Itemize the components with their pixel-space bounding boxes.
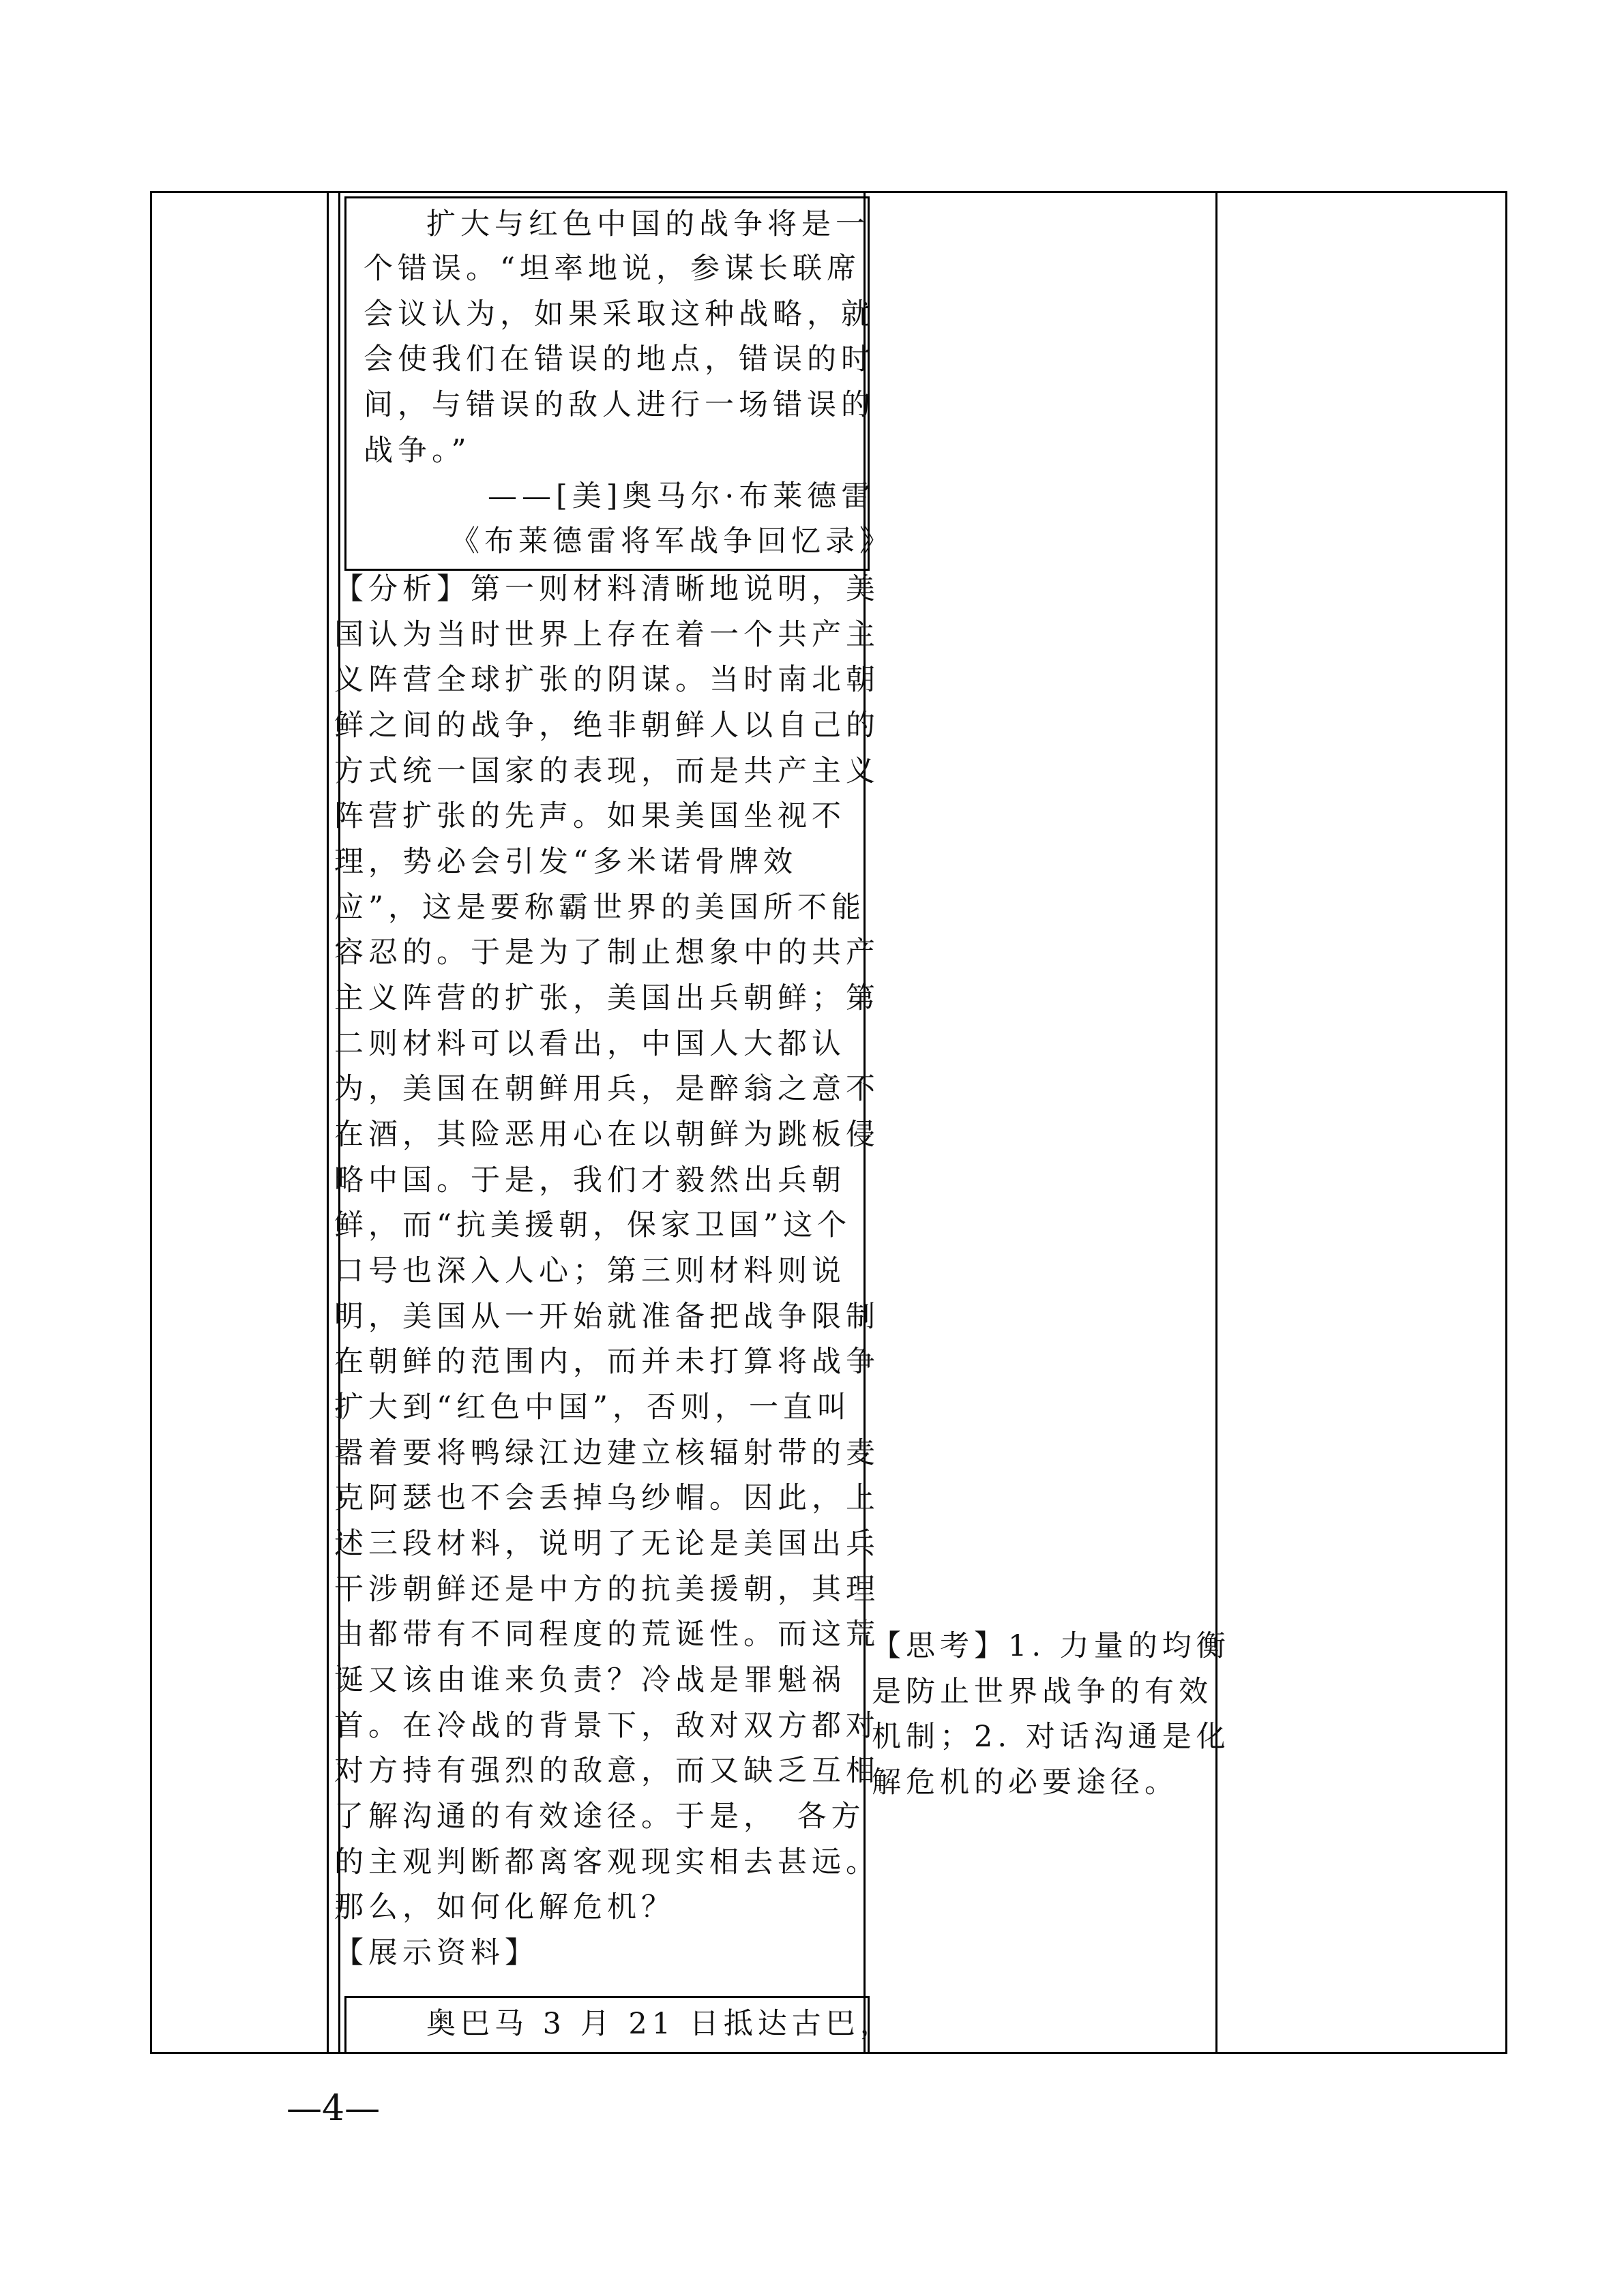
- analysis-line: 为，美国在朝鲜用兵，是醉翁之意不: [334, 1072, 880, 1106]
- thinking-line: 是防止世界战争的有效: [872, 1675, 1213, 1709]
- analysis-line: 国认为当时世界上存在着一个共产主: [334, 618, 880, 652]
- analysis-line: 口号也深入人心；第三则材料则说: [334, 1254, 846, 1288]
- analysis-line: 那么，如何化解危机？: [334, 1890, 675, 1924]
- analysis-line: 二则材料可以看出，中国人大都认: [334, 1027, 846, 1061]
- analysis-line: 嚣着要将鸭绿江边建立核辐射带的麦: [334, 1436, 880, 1470]
- analysis-line: 述三段材料，说明了无论是美国出兵: [334, 1527, 880, 1561]
- thinking-line: 解危机的必要途径。: [872, 1765, 1179, 1800]
- quote-line: 间，与错误的敌人进行一场错误的: [364, 388, 875, 422]
- analysis-line: 由都带有不同程度的荒诞性。而这荒: [334, 1617, 880, 1652]
- column-divider-3: [1215, 193, 1217, 2052]
- analysis-line: 方式统一国家的表现，而是共产主义: [334, 754, 880, 788]
- analysis-line: 明，美国从一开始就准备把战争限制: [334, 1300, 880, 1334]
- quote-line: 会使我们在错误的地点，错误的时: [364, 342, 875, 376]
- quote-line: 扩大与红色中国的战争将是一: [426, 207, 870, 241]
- analysis-line: 干涉朝鲜还是中方的抗美援朝，其理: [334, 1572, 880, 1607]
- thinking-line: 【思考】1. 力量的均衡: [872, 1629, 1230, 1663]
- analysis-line: 【分析】第一则材料清晰地说明，美: [334, 572, 880, 606]
- quote-attribution-author: ——[美]奥马尔·布莱德雷: [488, 479, 876, 513]
- analysis-line: 应”，这是要称霸世界的美国所不能: [334, 891, 866, 925]
- analysis-line: 鲜，而“抗美援朝，保家卫国”这个: [334, 1208, 851, 1242]
- quote-line: 个错误。“坦率地说，参谋长联席: [364, 252, 861, 286]
- analysis-line: 扩大到“红色中国”，否则，一直叫: [334, 1390, 851, 1425]
- analysis-line: 对方持有强烈的敌意，而又缺乏互相: [334, 1754, 880, 1788]
- thinking-line: 机制；2. 对话沟通是化: [872, 1720, 1230, 1754]
- analysis-line: 略中国。于是，我们才毅然出兵朝: [334, 1163, 846, 1197]
- analysis-line: 理，势必会引发“多米诺骨牌效: [334, 845, 797, 879]
- analysis-line: 义阵营全球扩张的阴谋。当时南北朝: [334, 663, 880, 697]
- page-number: —4—: [286, 2088, 381, 2129]
- quote-line: 战争。”: [364, 434, 471, 468]
- analysis-line: 在朝鲜的范围内，而并未打算将战争: [334, 1345, 880, 1379]
- quote-attribution-book: 《布莱德雷将军战争回忆录》: [450, 524, 894, 558]
- analysis-line: 首。在冷战的背景下，敌对双方都对: [334, 1709, 880, 1743]
- obama-quote-first-line: 奥巴马 3 月 21 日抵达古巴，: [426, 2007, 894, 2041]
- analysis-line: 了解沟通的有效途径。于是， 各方: [334, 1800, 866, 1834]
- analysis-line: 在酒，其险恶用心在以朝鲜为跳板侵: [334, 1118, 880, 1152]
- analysis-line: 诞又该由谁来负责？冷战是罪魁祸: [334, 1663, 846, 1697]
- column-divider-1: [327, 193, 329, 2052]
- section-heading-show-materials: 【展示资料】: [334, 1936, 539, 1970]
- analysis-line: 主义阵营的扩张，美国出兵朝鲜；第: [334, 981, 880, 1015]
- analysis-line: 容忍的。于是为了制止想象中的共产: [334, 936, 880, 970]
- analysis-line: 克阿瑟也不会丢掉乌纱帽。因此，上: [334, 1481, 880, 1515]
- analysis-line: 的主观判断都离客观现实相去甚远。: [334, 1845, 880, 1879]
- analysis-line: 鲜之间的战争，绝非朝鲜人以自己的: [334, 709, 880, 743]
- analysis-line: 阵营扩张的先声。如果美国坐视不: [334, 799, 846, 833]
- quote-line: 会议认为，如果采取这种战略，就: [364, 297, 875, 331]
